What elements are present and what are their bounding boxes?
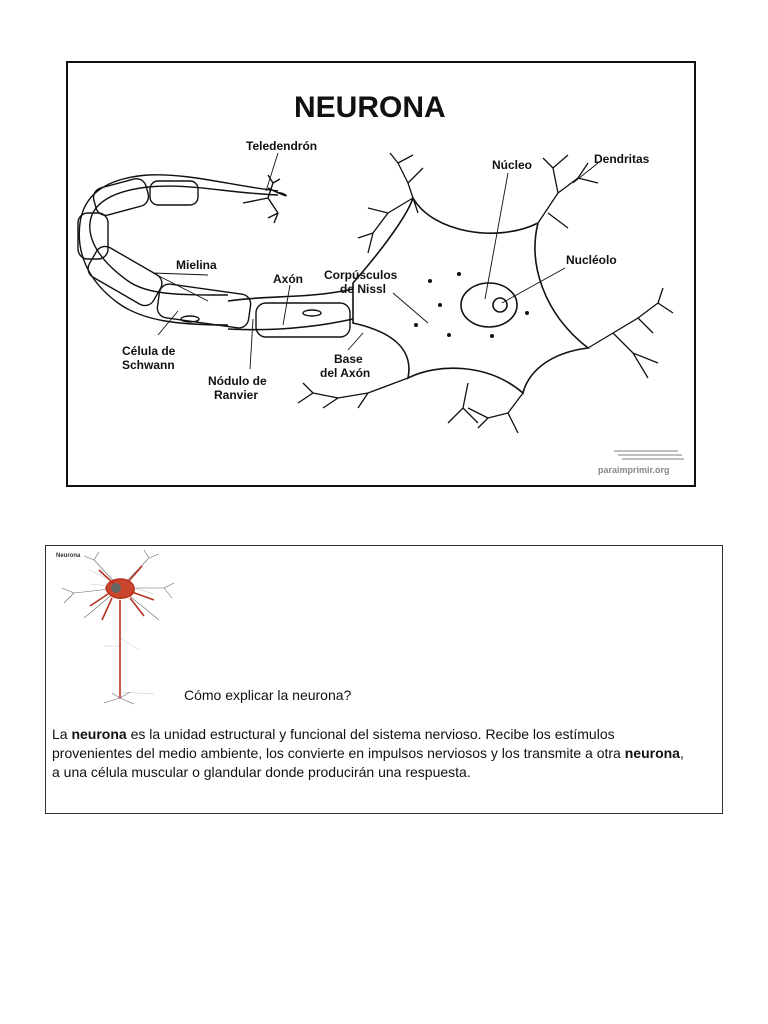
thumbnail-nucleus	[111, 583, 121, 593]
label-dendrites: Dendritas	[594, 152, 650, 166]
label-schwann-line1: Célula de	[122, 344, 176, 358]
paragraph-emphasis: neurona	[624, 745, 680, 761]
watermark	[598, 451, 684, 475]
myelin-segment	[84, 243, 165, 309]
myelin-segment	[91, 176, 150, 217]
nissl-bodies	[414, 272, 529, 338]
label-axon: Axón	[273, 272, 303, 286]
question-text: Cómo explicar la neurona?	[184, 687, 352, 703]
watermark-text: paraimprimir.org	[598, 465, 670, 475]
myelin-segment	[78, 213, 108, 259]
axon	[78, 175, 350, 337]
label-schwann-line2: Schwann	[122, 358, 175, 372]
article-card	[45, 545, 723, 814]
paragraph-emphasis: neurona	[71, 726, 127, 742]
neuron-definition-paragraph	[52, 725, 692, 782]
label-axon-base-line1: Base	[334, 352, 363, 366]
paragraph-text: , a una célula muscular o glandular donde producirán una respuesta.	[52, 745, 684, 780]
label-ranvier-line2: Ranvier	[214, 388, 259, 402]
neuron-thumbnail	[54, 548, 180, 706]
paragraph-text: es la unidad estructural y funcional del sistema nervioso. Recibe los estímulos provenientes del medio ambiente, los convierte en impulsos nerviosos y los transmite a otra	[52, 726, 625, 761]
label-nissl-line1: Corpúsculos	[324, 268, 398, 282]
label-axon-base-line2: del Axón	[320, 366, 371, 380]
label-telodendron: Teledendrón	[246, 139, 318, 153]
neuron-diagram-frame	[66, 61, 696, 487]
label-myelin: Mielina	[176, 258, 217, 272]
leader-lines	[153, 153, 598, 369]
neuron-soma	[228, 198, 588, 393]
myelin-segment	[150, 181, 198, 205]
myelin-segment	[256, 303, 350, 337]
paragraph-text: La	[52, 726, 72, 742]
neuron-diagram	[68, 63, 694, 485]
label-nucleus: Núcleo	[492, 158, 533, 172]
label-nissl-line2: de Nissl	[340, 282, 387, 296]
label-ranvier-line1: Nódulo de	[208, 374, 267, 388]
label-nucleolus: Nucléolo	[566, 253, 617, 267]
diagram-title: NEURONA	[294, 91, 446, 124]
thumbnail-title: Neurona	[56, 553, 81, 559]
